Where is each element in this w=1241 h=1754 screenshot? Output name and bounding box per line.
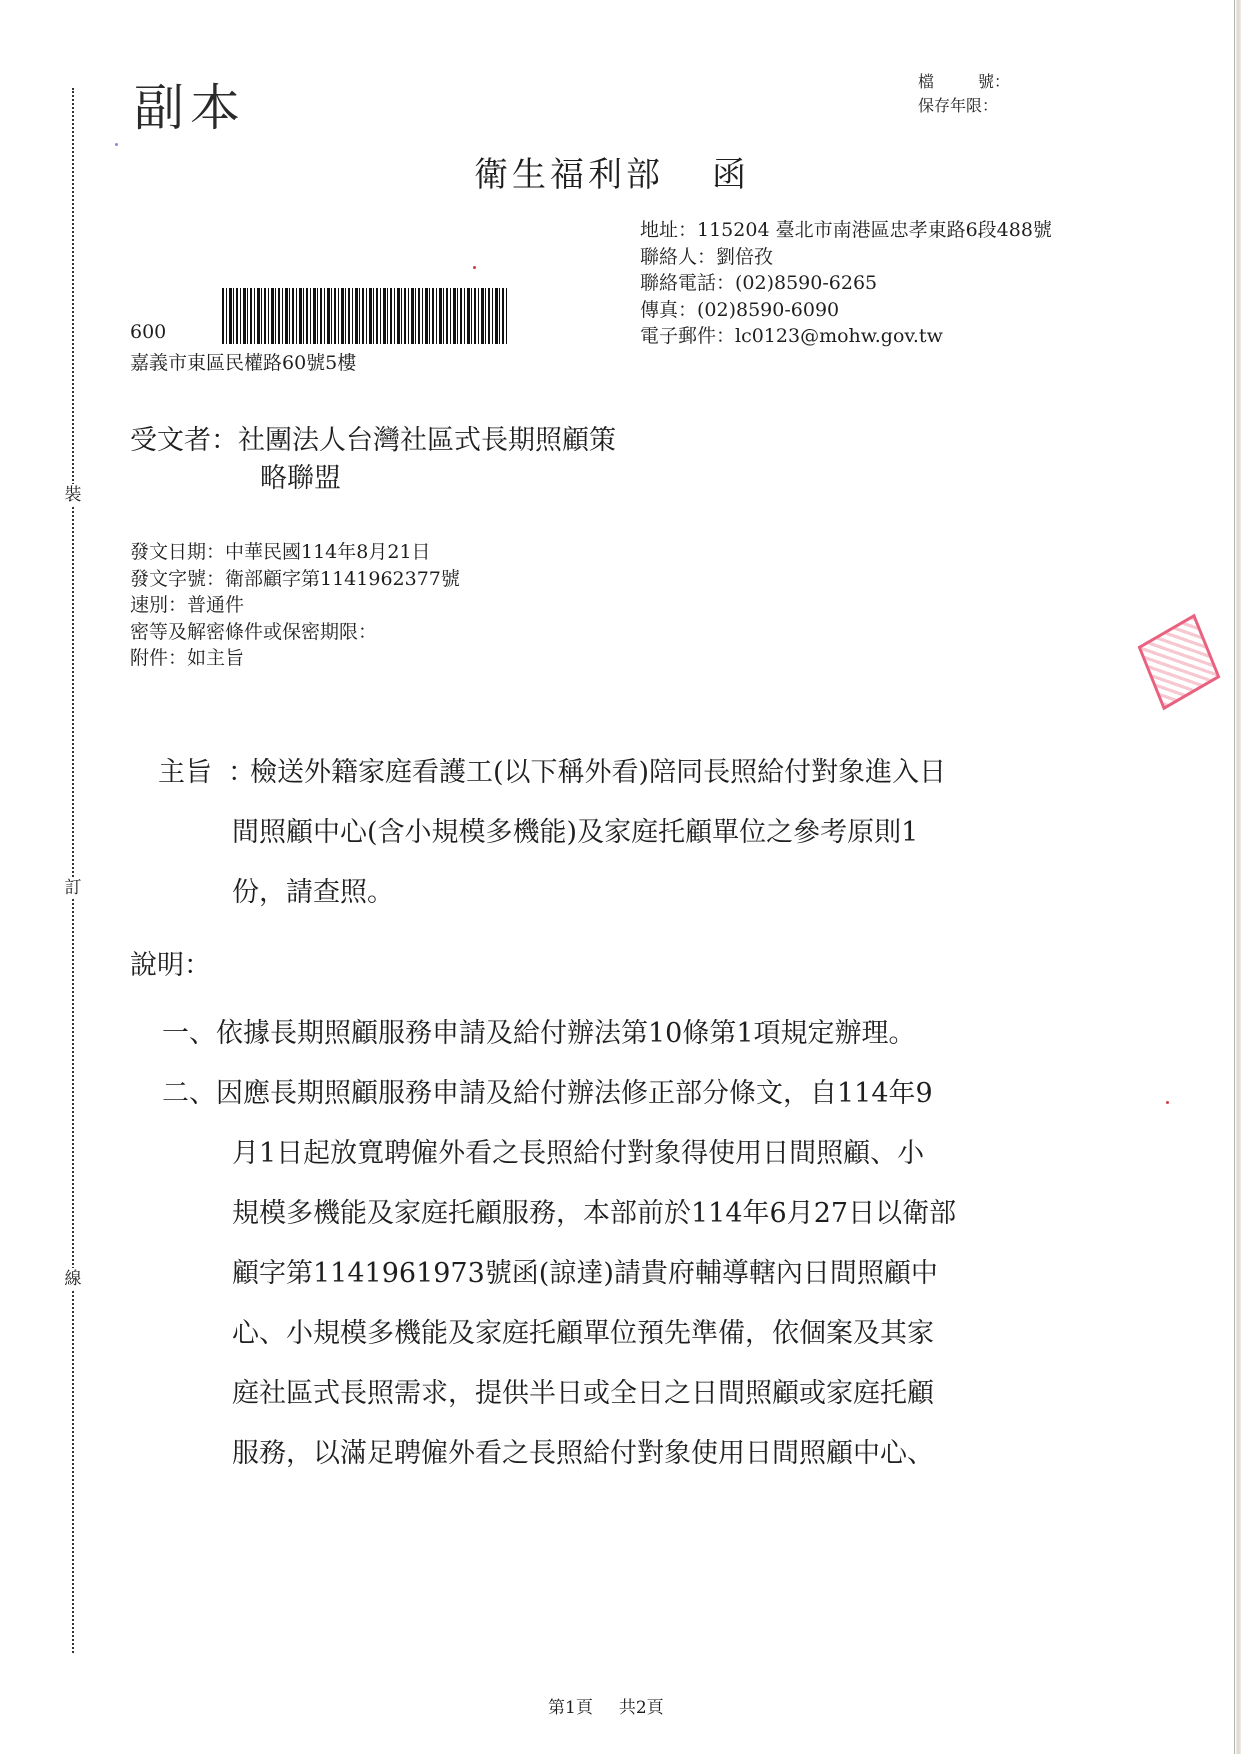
contact-phone: 聯絡電話：(02)8590-6265	[640, 272, 878, 294]
subject-block	[158, 743, 1118, 923]
attachment: 附件：如主旨	[130, 647, 245, 669]
explanation-line: 顧字第1141961973號函(諒達)請貴府輔導轄內日間照顧中	[232, 1258, 938, 1289]
document-meta	[130, 539, 460, 672]
mailing-zip: 600	[130, 321, 167, 343]
mailing-address: 嘉義市東區民權路60號5樓	[130, 352, 357, 374]
contact-block	[640, 217, 1052, 350]
explanation-items	[162, 1004, 1122, 1484]
page-number	[548, 1693, 664, 1718]
file-number-row	[918, 70, 1010, 94]
binding-mark-zhuang: 裝	[60, 484, 86, 506]
document-title	[474, 147, 750, 196]
explanation-item-2	[162, 1064, 1122, 1484]
copy-mark: 副本	[134, 79, 246, 137]
scan-speck	[1166, 1101, 1169, 1104]
explanation-label: 說明：	[130, 950, 211, 981]
receiver-label: 受文者：	[130, 425, 238, 456]
binding-dotted-line	[72, 88, 74, 1653]
explanation-line: 庭社區式長照需求，提供半日或全日之日間照顧或家庭托顧	[232, 1378, 934, 1409]
contact-address: 地址：115204 臺北市南港區忠孝東路6段488號	[640, 219, 1052, 241]
issue-date: 發文日期：中華民國114年8月21日	[130, 541, 431, 563]
page-total: 共2頁	[618, 1698, 664, 1718]
scan-speck	[473, 266, 476, 269]
explanation-line: 心、小規模多機能及家庭托顧單位預先準備，依個案及其家	[232, 1318, 934, 1349]
retention-label: 保存年限：	[918, 96, 999, 115]
file-number-label: 檔 號：	[918, 72, 1010, 91]
confidentiality: 密等及解密條件或保密期限：	[130, 620, 378, 643]
subject-colon: ：	[228, 757, 255, 788]
red-seal-stamp	[1138, 614, 1221, 711]
receiver-name-line2: 略聯盟	[260, 463, 341, 494]
subject-line: 份，請查照。	[232, 877, 394, 908]
scanned-page-edge	[1234, 0, 1241, 1754]
explanation-line: 二、因應長期照顧服務申請及給付辦法修正部分條文，自114年9	[162, 1078, 933, 1109]
receiver-name-line1: 社團法人台灣社區式長期照顧策	[238, 425, 616, 456]
contact-person: 聯絡人：劉倍孜	[640, 245, 774, 268]
explanation-line: 一、依據長期照顧服務申請及給付辦法第10條第1項規定辦理。	[162, 1018, 916, 1049]
contact-email: 電子郵件：lc0123@mohw.gov.tw	[640, 325, 943, 347]
explanation-line: 月1日起放寬聘僱外看之長照給付對象得使用日間照顧、小	[232, 1138, 925, 1169]
priority: 速別：普通件	[130, 594, 245, 616]
subject-label: 主旨	[158, 757, 212, 788]
agency-name: 衛生福利部	[474, 155, 664, 195]
barcode	[222, 288, 508, 344]
explanation-line: 規模多機能及家庭托顧服務，本部前於114年6月27日以衛部	[232, 1198, 957, 1229]
subject-line: 檢送外籍家庭看護工(以下稱外看)陪同長照給付對象進入日	[250, 757, 947, 788]
contact-fax: 傳真：(02)8590-6090	[640, 298, 840, 321]
document-number: 發文字號：衛部顧字第1141962377號	[130, 567, 460, 590]
page-current: 第1頁	[548, 1698, 593, 1718]
scan-speck	[115, 143, 118, 146]
subject-line: 間照顧中心(含小規模多機能)及家庭托顧單位之參考原則1	[232, 817, 919, 848]
explanation-line: 服務，以滿足聘僱外看之長照給付對象使用日間照顧中心、	[232, 1438, 934, 1469]
binding-mark-xian: 線	[60, 1268, 86, 1290]
retention-row	[918, 94, 1010, 118]
binding-mark-ding: 訂	[60, 877, 86, 899]
explanation-item-1	[162, 1004, 1122, 1064]
document-type: 函	[712, 155, 750, 195]
receiver-block	[130, 422, 616, 498]
file-meta	[918, 70, 1010, 118]
